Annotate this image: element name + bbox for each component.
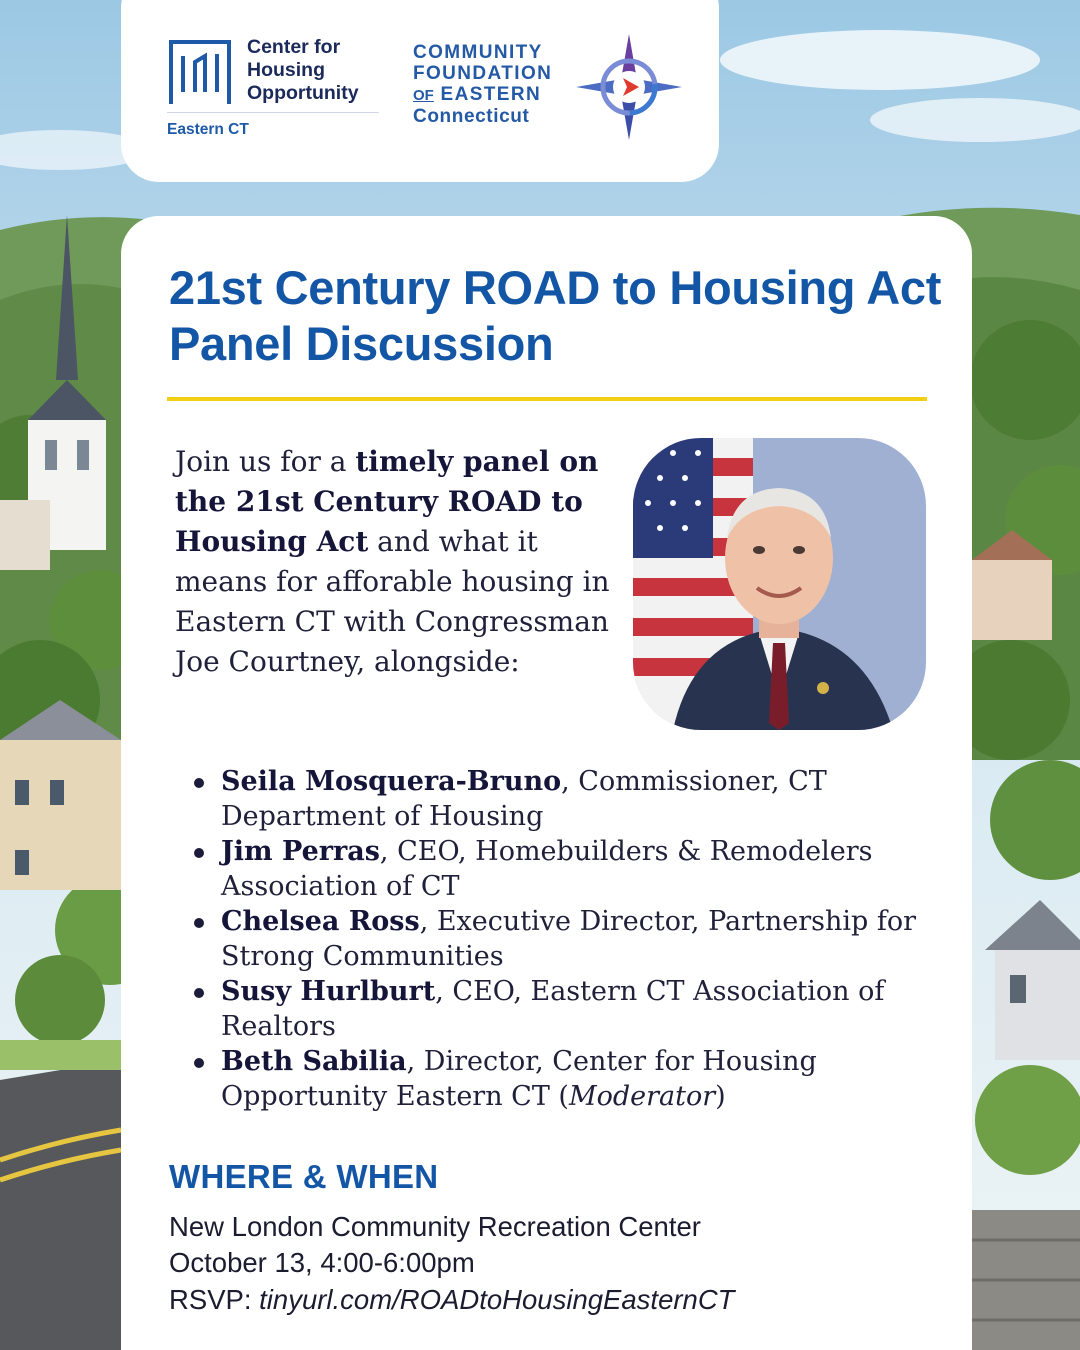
community-foundation-logo [413, 42, 573, 127]
rsvp-label: RSVP: [169, 1284, 260, 1315]
panelist-role: , CEO, Homebuilders & Remodelers Association of CT [221, 836, 873, 902]
panelist-name: Chelsea Ross [221, 906, 420, 937]
panelist-list [191, 764, 921, 1114]
bullet [194, 918, 204, 928]
cfec-eastern: EASTERN [433, 84, 542, 105]
panelist-role: , Commissioner, CT Department of Housing [221, 766, 827, 832]
event-title: 21st Century ROAD to Housing Act Panel Discussion [169, 261, 942, 370]
bullet [194, 778, 204, 788]
list-item [191, 764, 921, 834]
congressman-portrait-photo [633, 438, 926, 730]
chot-logo-subtitle: Eastern CT [167, 121, 249, 138]
sponsor-logos-card [121, 0, 719, 182]
compass-star-logo-icon [576, 34, 682, 140]
cfec-line-2: FOUNDATION [413, 63, 553, 84]
door-frame-logo-icon [167, 36, 233, 106]
panelist-role: , Executive Director, Partnership for Strong Communities [221, 906, 917, 972]
cfec-line-4: Connecticut [413, 106, 530, 127]
event-datetime: October 13, 4:00-6:00pm [169, 1247, 475, 1278]
event-info-card [121, 216, 972, 1350]
list-item [191, 974, 921, 1044]
panelist-name: Jim Perras [221, 836, 380, 867]
bullet [194, 848, 204, 858]
intro-text-1: Join us for a [175, 445, 356, 478]
rsvp-line [169, 1283, 734, 1317]
title-divider [167, 397, 927, 401]
cfec-line-3 [413, 84, 573, 106]
panelist-name: Beth Sabilia [221, 1046, 407, 1077]
chot-divider [167, 112, 379, 113]
portrait-photo [633, 438, 926, 730]
chot-logo-name: Center for Housing Opportunity [247, 36, 359, 104]
list-item [191, 904, 921, 974]
cfec-line-1: COMMUNITY [413, 42, 543, 63]
list-item [191, 834, 921, 904]
intro-bold: timely panel on the 21st Century ROAD to Housing Act [175, 445, 599, 558]
event-venue: New London Community Recreation Center [169, 1211, 701, 1242]
rsvp-link[interactable]: tinyurl.com/ROADtoHousingEasternCT [259, 1284, 735, 1315]
list-item [191, 1044, 921, 1114]
panelist-role: , CEO, Eastern CT Association of Realtors [221, 976, 885, 1042]
event-intro [175, 442, 615, 682]
cfec-of: OF [413, 87, 434, 104]
panelist-role: , Director, Center for Housing Opportunity Eastern CT ( [221, 1046, 817, 1112]
panelist-name: Susy Hurlburt [221, 976, 436, 1007]
intro-text-2: and what it means for afforable housing in Eastern CT with Congressman Joe Courtney, alongside: [175, 525, 610, 678]
where-when-heading: WHERE & WHEN [169, 1158, 439, 1195]
panelist-name: Seila Mosquera-Bruno [221, 766, 562, 797]
panelist-note-close: ) [715, 1081, 726, 1112]
bullet [194, 1058, 204, 1068]
panelist-note: Moderator [568, 1081, 716, 1112]
bullet [194, 988, 204, 998]
